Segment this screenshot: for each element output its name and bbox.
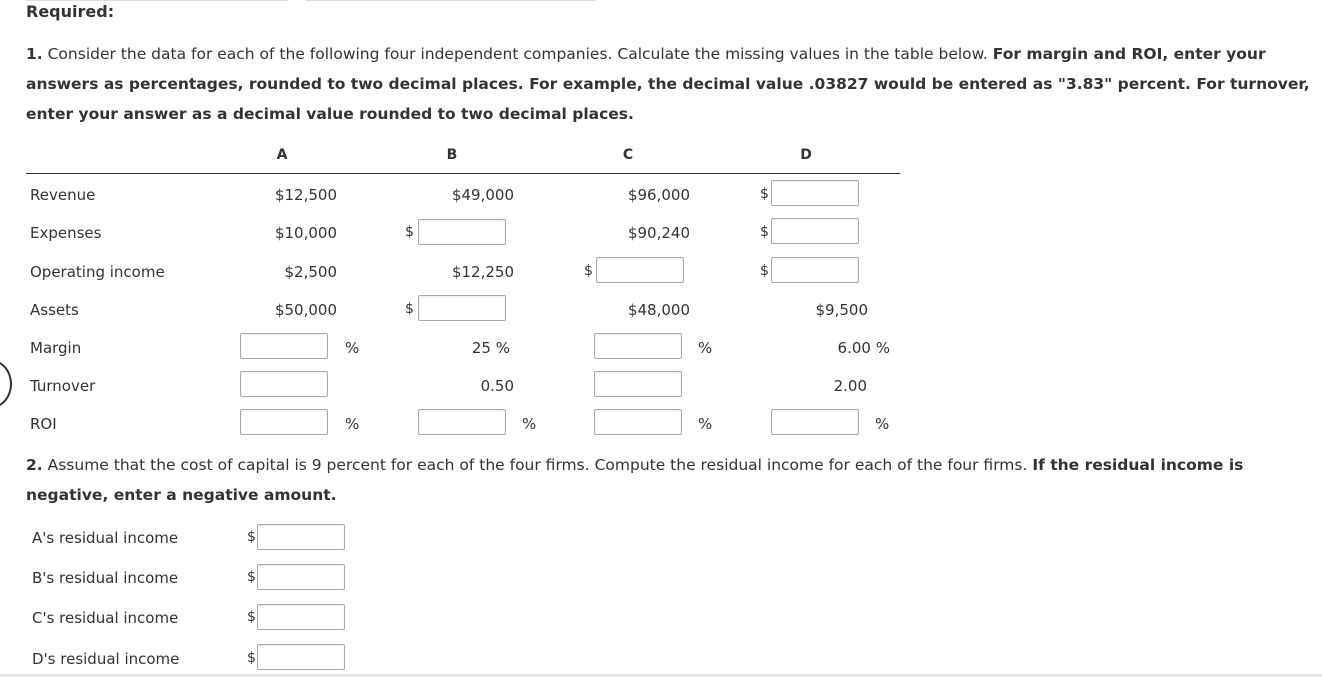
c-operating-income-input[interactable] xyxy=(596,257,684,283)
residual-label-b: B's residual income xyxy=(32,569,179,587)
question-2-number: 2. xyxy=(26,456,43,474)
b-margin-value xyxy=(440,339,510,357)
d-expenses-dollar: $ xyxy=(760,224,769,240)
row-label-margin: Margin xyxy=(30,339,82,357)
d-operating-income-dollar: $ xyxy=(760,263,769,279)
c-roi-percent: % xyxy=(698,415,713,433)
residual-label-d: D's residual income xyxy=(32,650,180,668)
b-expenses-dollar: $ xyxy=(405,224,414,240)
selection-circle-marker xyxy=(0,360,12,408)
b-roi-percent: % xyxy=(522,415,537,433)
c-margin-percent: % xyxy=(698,339,713,357)
residual-b-dollar: $ xyxy=(247,569,256,585)
question-2-text xyxy=(26,450,1316,510)
row-label-turnover: Turnover xyxy=(30,377,96,395)
c-revenue-value: $96,000 xyxy=(627,186,690,204)
c-margin-input[interactable] xyxy=(594,333,682,359)
b-operating-income-value: $12,250 xyxy=(451,263,514,281)
b-revenue-value: $49,000 xyxy=(451,186,514,204)
residual-label-c: C's residual income xyxy=(32,609,179,627)
residual-a-input[interactable] xyxy=(257,524,345,550)
b-assets-dollar: $ xyxy=(405,301,414,317)
b-roi-input[interactable] xyxy=(418,409,506,435)
d-margin-number: 6.00 xyxy=(837,339,871,357)
row-label-operating-income: Operating income xyxy=(30,263,165,281)
c-expenses-value: $90,240 xyxy=(627,224,690,242)
d-expenses-input[interactable] xyxy=(771,218,859,244)
top-divider xyxy=(306,0,596,1)
required-heading: Required: xyxy=(26,2,115,21)
d-operating-income-input[interactable] xyxy=(771,257,859,283)
question-2-bold-instructions: If the residual income is negative, enter a negative amount. xyxy=(26,456,1244,504)
column-header-d: D xyxy=(800,147,812,163)
d-margin-value xyxy=(790,339,890,357)
a-roi-percent: % xyxy=(345,415,360,433)
residual-c-input[interactable] xyxy=(257,604,345,630)
d-turnover-value: 2.00 xyxy=(833,377,867,395)
top-divider xyxy=(26,0,288,1)
b-assets-input[interactable] xyxy=(418,295,506,321)
a-revenue-value: $12,500 xyxy=(274,186,337,204)
b-turnover-value: 0.50 xyxy=(480,377,514,395)
row-label-assets: Assets xyxy=(30,301,79,319)
column-header-b: B xyxy=(446,147,458,163)
a-operating-income-value: $2,500 xyxy=(284,263,337,281)
table-header-rule xyxy=(26,173,900,174)
residual-c-dollar: $ xyxy=(247,609,256,625)
a-expenses-value: $10,000 xyxy=(274,224,337,242)
c-roi-input[interactable] xyxy=(594,409,682,435)
residual-b-input[interactable] xyxy=(257,564,345,590)
d-roi-percent: % xyxy=(875,415,890,433)
d-revenue-input[interactable] xyxy=(771,180,859,206)
a-roi-input[interactable] xyxy=(240,409,328,435)
c-operating-income-dollar: $ xyxy=(584,263,593,279)
column-header-c: C xyxy=(622,147,634,163)
question-1-instructions: Consider the data for each of the following four independent companies. Calculate the missing values in the table below. xyxy=(42,45,993,63)
d-assets-value: $9,500 xyxy=(815,301,868,319)
d-roi-input[interactable] xyxy=(771,409,859,435)
question-2-instructions: Assume that the cost of capital is 9 percent for each of the four firms. Compute the residual income for each of the four firms. xyxy=(42,456,1033,474)
a-margin-percent: % xyxy=(345,339,360,357)
residual-d-dollar: $ xyxy=(247,650,256,666)
c-assets-value: $48,000 xyxy=(627,301,690,319)
row-label-expenses: Expenses xyxy=(30,224,102,242)
residual-d-input[interactable] xyxy=(257,644,345,670)
d-margin-percent: % xyxy=(875,339,890,357)
b-margin-percent: % xyxy=(495,339,510,357)
residual-label-a: A's residual income xyxy=(32,529,179,547)
b-expenses-input[interactable] xyxy=(418,219,506,245)
column-header-a: A xyxy=(276,147,288,163)
d-revenue-dollar: $ xyxy=(760,186,769,202)
a-turnover-input[interactable] xyxy=(240,371,328,397)
question-1-text xyxy=(26,39,1316,129)
residual-a-dollar: $ xyxy=(247,529,256,545)
row-label-roi: ROI xyxy=(30,415,57,433)
question-1-number: 1. xyxy=(26,45,43,63)
a-assets-value: $50,000 xyxy=(274,301,337,319)
question-1-bold-instructions: For margin and ROI, enter your answers as percentages, rounded to two decimal places. For example, the decimal value .03827 would be entered as "3.83" percent. For turnover, enter your answer as a decimal value rounded to two decimal places. xyxy=(26,45,1310,123)
b-margin-number: 25 xyxy=(471,339,491,357)
a-margin-input[interactable] xyxy=(240,333,328,359)
row-label-revenue: Revenue xyxy=(30,186,96,204)
c-turnover-input[interactable] xyxy=(594,371,682,397)
